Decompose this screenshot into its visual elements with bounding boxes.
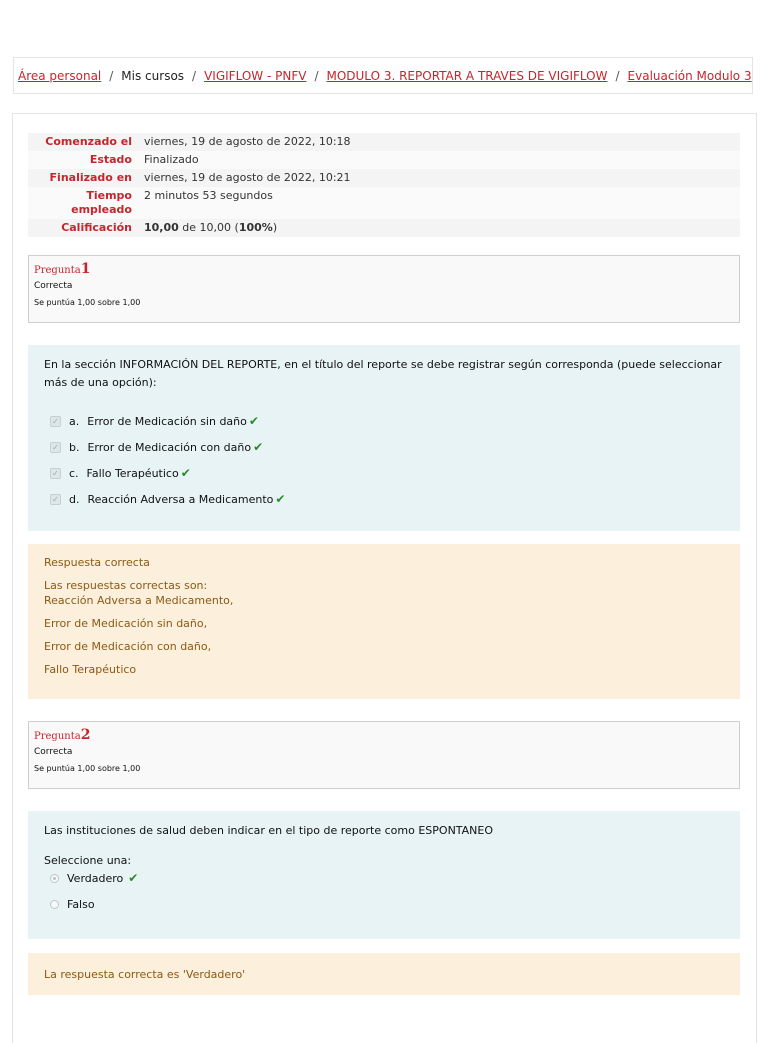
check-icon: ✔: [180, 466, 191, 480]
time-value: 2 minutos 53 segundos: [138, 187, 740, 219]
option-letter: a.: [69, 414, 80, 428]
grade-score: 10,00: [144, 221, 179, 234]
time-label: [28, 187, 138, 219]
option-text: Error de Medicación sin daño: [87, 414, 247, 428]
grade-value: [138, 219, 740, 237]
option-verdadero: [44, 867, 724, 889]
breadcrumb-separator: /: [615, 68, 620, 83]
finished-value: viernes, 19 de agosto de 2022, 10:21: [138, 169, 740, 187]
breadcrumb-separator: /: [109, 68, 114, 83]
option-c: [44, 460, 724, 486]
select-prompt: Seleccione una:: [44, 854, 132, 867]
question-state: Correcta: [34, 281, 73, 291]
grade-close: ): [272, 221, 278, 234]
state-label: Estado: [28, 151, 138, 169]
checkbox-checked-icon[interactable]: ✓: [50, 494, 61, 505]
checkbox-checked-icon[interactable]: ✓: [50, 442, 61, 453]
answer-options: [44, 408, 724, 512]
question-1-formulation: [28, 345, 740, 531]
breadcrumb-module[interactable]: MODULO 3. REPORTAR A TRAVES DE VIGIFLOW: [326, 68, 608, 83]
summary-row-finished: [28, 169, 740, 187]
question-label: Pregunta: [34, 731, 81, 742]
breadcrumb-quiz[interactable]: Evaluación Modulo 3: [627, 68, 752, 83]
breadcrumb-course[interactable]: VIGIFLOW - PNFV: [204, 68, 307, 83]
feedback-intro: Las respuestas correctas son:: [44, 579, 208, 592]
checkbox-checked-icon[interactable]: ✓: [50, 416, 61, 427]
breadcrumb-separator: /: [192, 68, 197, 83]
summary-row-started: [28, 133, 740, 151]
option-text: Falso: [67, 897, 95, 911]
question-1-feedback: [28, 544, 740, 699]
feedback-answer: Error de Medicación con daño,: [44, 640, 212, 653]
option-falso: [44, 893, 724, 915]
question-2-formulation: [28, 811, 740, 939]
time-label-line1: Tiempo: [86, 189, 132, 202]
time-label-line2: empleado: [71, 203, 132, 216]
option-text: Verdadero: [67, 871, 124, 885]
radio-icon[interactable]: [50, 900, 59, 909]
question-grade: Se puntúa 1,00 sobre 1,00: [34, 298, 141, 307]
breadcrumb-area-personal[interactable]: Área personal: [18, 68, 102, 83]
state-value: Finalizado: [138, 151, 740, 169]
started-value: viernes, 19 de agosto de 2022, 10:18: [138, 133, 740, 151]
check-icon: ✔: [253, 440, 264, 454]
grade-percent: 100%: [238, 221, 273, 234]
breadcrumb-mis-cursos: Mis cursos: [121, 68, 185, 83]
question-2-info: [28, 721, 740, 789]
question-grade: Se puntúa 1,00 sobre 1,00: [34, 764, 141, 773]
question-state: Correcta: [34, 747, 73, 757]
feedback-right-answer: La respuesta correcta es 'Verdadero': [44, 967, 246, 981]
check-icon: ✔: [128, 871, 139, 885]
option-text: Error de Medicación con daño: [87, 440, 252, 454]
summary-row-state: [28, 151, 740, 169]
check-icon: ✔: [248, 414, 259, 428]
breadcrumb: [13, 57, 753, 94]
option-d: [44, 486, 724, 512]
feedback-answer: Error de Medicación sin daño,: [44, 617, 208, 630]
option-letter: d.: [69, 492, 80, 506]
breadcrumb-separator: /: [314, 68, 319, 83]
feedback-title: Respuesta correcta: [44, 556, 150, 569]
option-text: Reacción Adversa a Medicamento: [87, 492, 274, 506]
feedback-answer: Fallo Terapéutico: [44, 663, 137, 676]
attempt-summary: [28, 133, 740, 237]
question-text: Las instituciones de salud deben indicar en el tipo de reporte como ESPONTANEO: [44, 824, 494, 837]
checkbox-checked-icon[interactable]: ✓: [50, 468, 61, 479]
question-number: [34, 261, 734, 277]
option-a: [44, 408, 724, 434]
grade-label: Calificación: [28, 219, 138, 237]
option-letter: c.: [69, 466, 79, 480]
option-letter: b.: [69, 440, 80, 454]
question-text: En la sección INFORMACIÓN DEL REPORTE, en el título del reporte se debe registrar según corresponda (puede seleccionar más de una opción):: [44, 358, 722, 389]
question-1-info: [28, 255, 740, 323]
summary-row-time: [28, 187, 740, 219]
radio-selected-icon[interactable]: [50, 874, 59, 883]
question-number: [34, 727, 734, 743]
question-2-feedback: [28, 953, 740, 995]
feedback-answer: Reacción Adversa a Medicamento,: [44, 594, 234, 607]
started-label: Comenzado el: [28, 133, 138, 151]
question-number-value: 1: [80, 261, 91, 277]
option-b: [44, 434, 724, 460]
question-number-value: 2: [80, 727, 91, 743]
finished-label: Finalizado en: [28, 169, 138, 187]
question-label: Pregunta: [34, 265, 81, 276]
grade-rest: de 10,00 (: [178, 221, 239, 234]
check-icon: ✔: [275, 492, 286, 506]
option-text: Fallo Terapéutico: [86, 466, 179, 480]
summary-row-grade: [28, 219, 740, 237]
